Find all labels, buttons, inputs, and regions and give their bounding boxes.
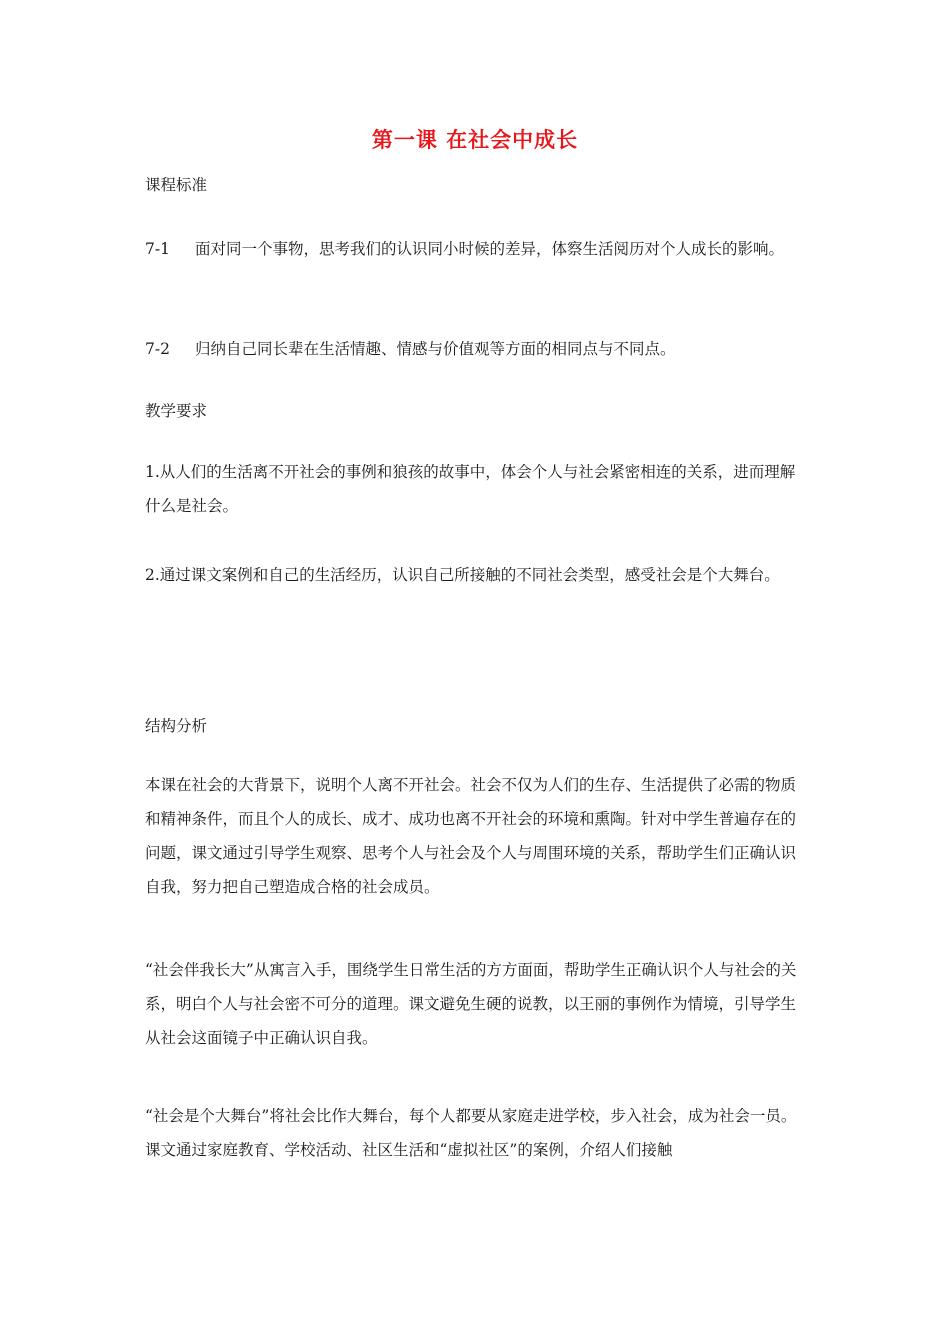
analysis-paragraph: 本课在社会的大背景下，说明个人离不开社会。社会不仅为人们的生存、生活提供了必需的物质和精神条件，而且个人的成长、成才、成功也离不开社会的环境和熏陶。针对中学生普遍存在的问题，课文通过引导学生观察、思考个人与社会及个人与周围环境的关系，帮助学生们正确认识自我，努力把自己塑造成合格的社会成员。 — [145, 776, 797, 896]
standard-text: 面对同一个事物，思考我们的认识同小时候的差异，体察生活阅历对个人成长的影响。 — [195, 240, 785, 258]
requirements-heading: 教学要求 — [145, 402, 208, 420]
analysis-heading: 结构分析 — [145, 717, 208, 735]
standard-text: 归纳自己同长辈在生活情趣、情感与价值观等方面的相同点与不同点。 — [195, 340, 676, 358]
requirement-paragraph: 2.通过课文案例和自己的生活经历，认识自己所接触的不同社会类型，感受社会是个大舞台。 — [145, 566, 780, 584]
standard-heading: 课程标准 — [145, 176, 208, 194]
requirement-paragraph: 1.从人们的生活离不开社会的事例和狼孩的故事中，体会个人与社会紧密相连的关系，进而理解什么是社会。 — [145, 463, 796, 515]
standard-number: 7-1 — [145, 240, 170, 258]
analysis-paragraph: “社会伴我长大”从寓言入手，围绕学生日常生活的方方面面，帮助学生正确认识个人与社会的关系，明白个人与社会密不可分的道理。课文避免生硬的说教，以王丽的事例作为情境，引导学生从社会这面镜子中正确认识自我。 — [145, 961, 797, 1047]
standard-number: 7-2 — [145, 340, 170, 358]
standard-item — [145, 232, 805, 266]
analysis-paragraph: “社会是个大舞台”将社会比作大舞台，每个人都要从家庭走进学校，步入社会，成为社会一员。课文通过家庭教育、学校活动、社区生活和“虚拟社区”的案例，介绍人们接触 — [145, 1107, 797, 1159]
page-title: 第一课 在社会中成长 — [371, 128, 579, 152]
standard-item — [145, 332, 805, 366]
